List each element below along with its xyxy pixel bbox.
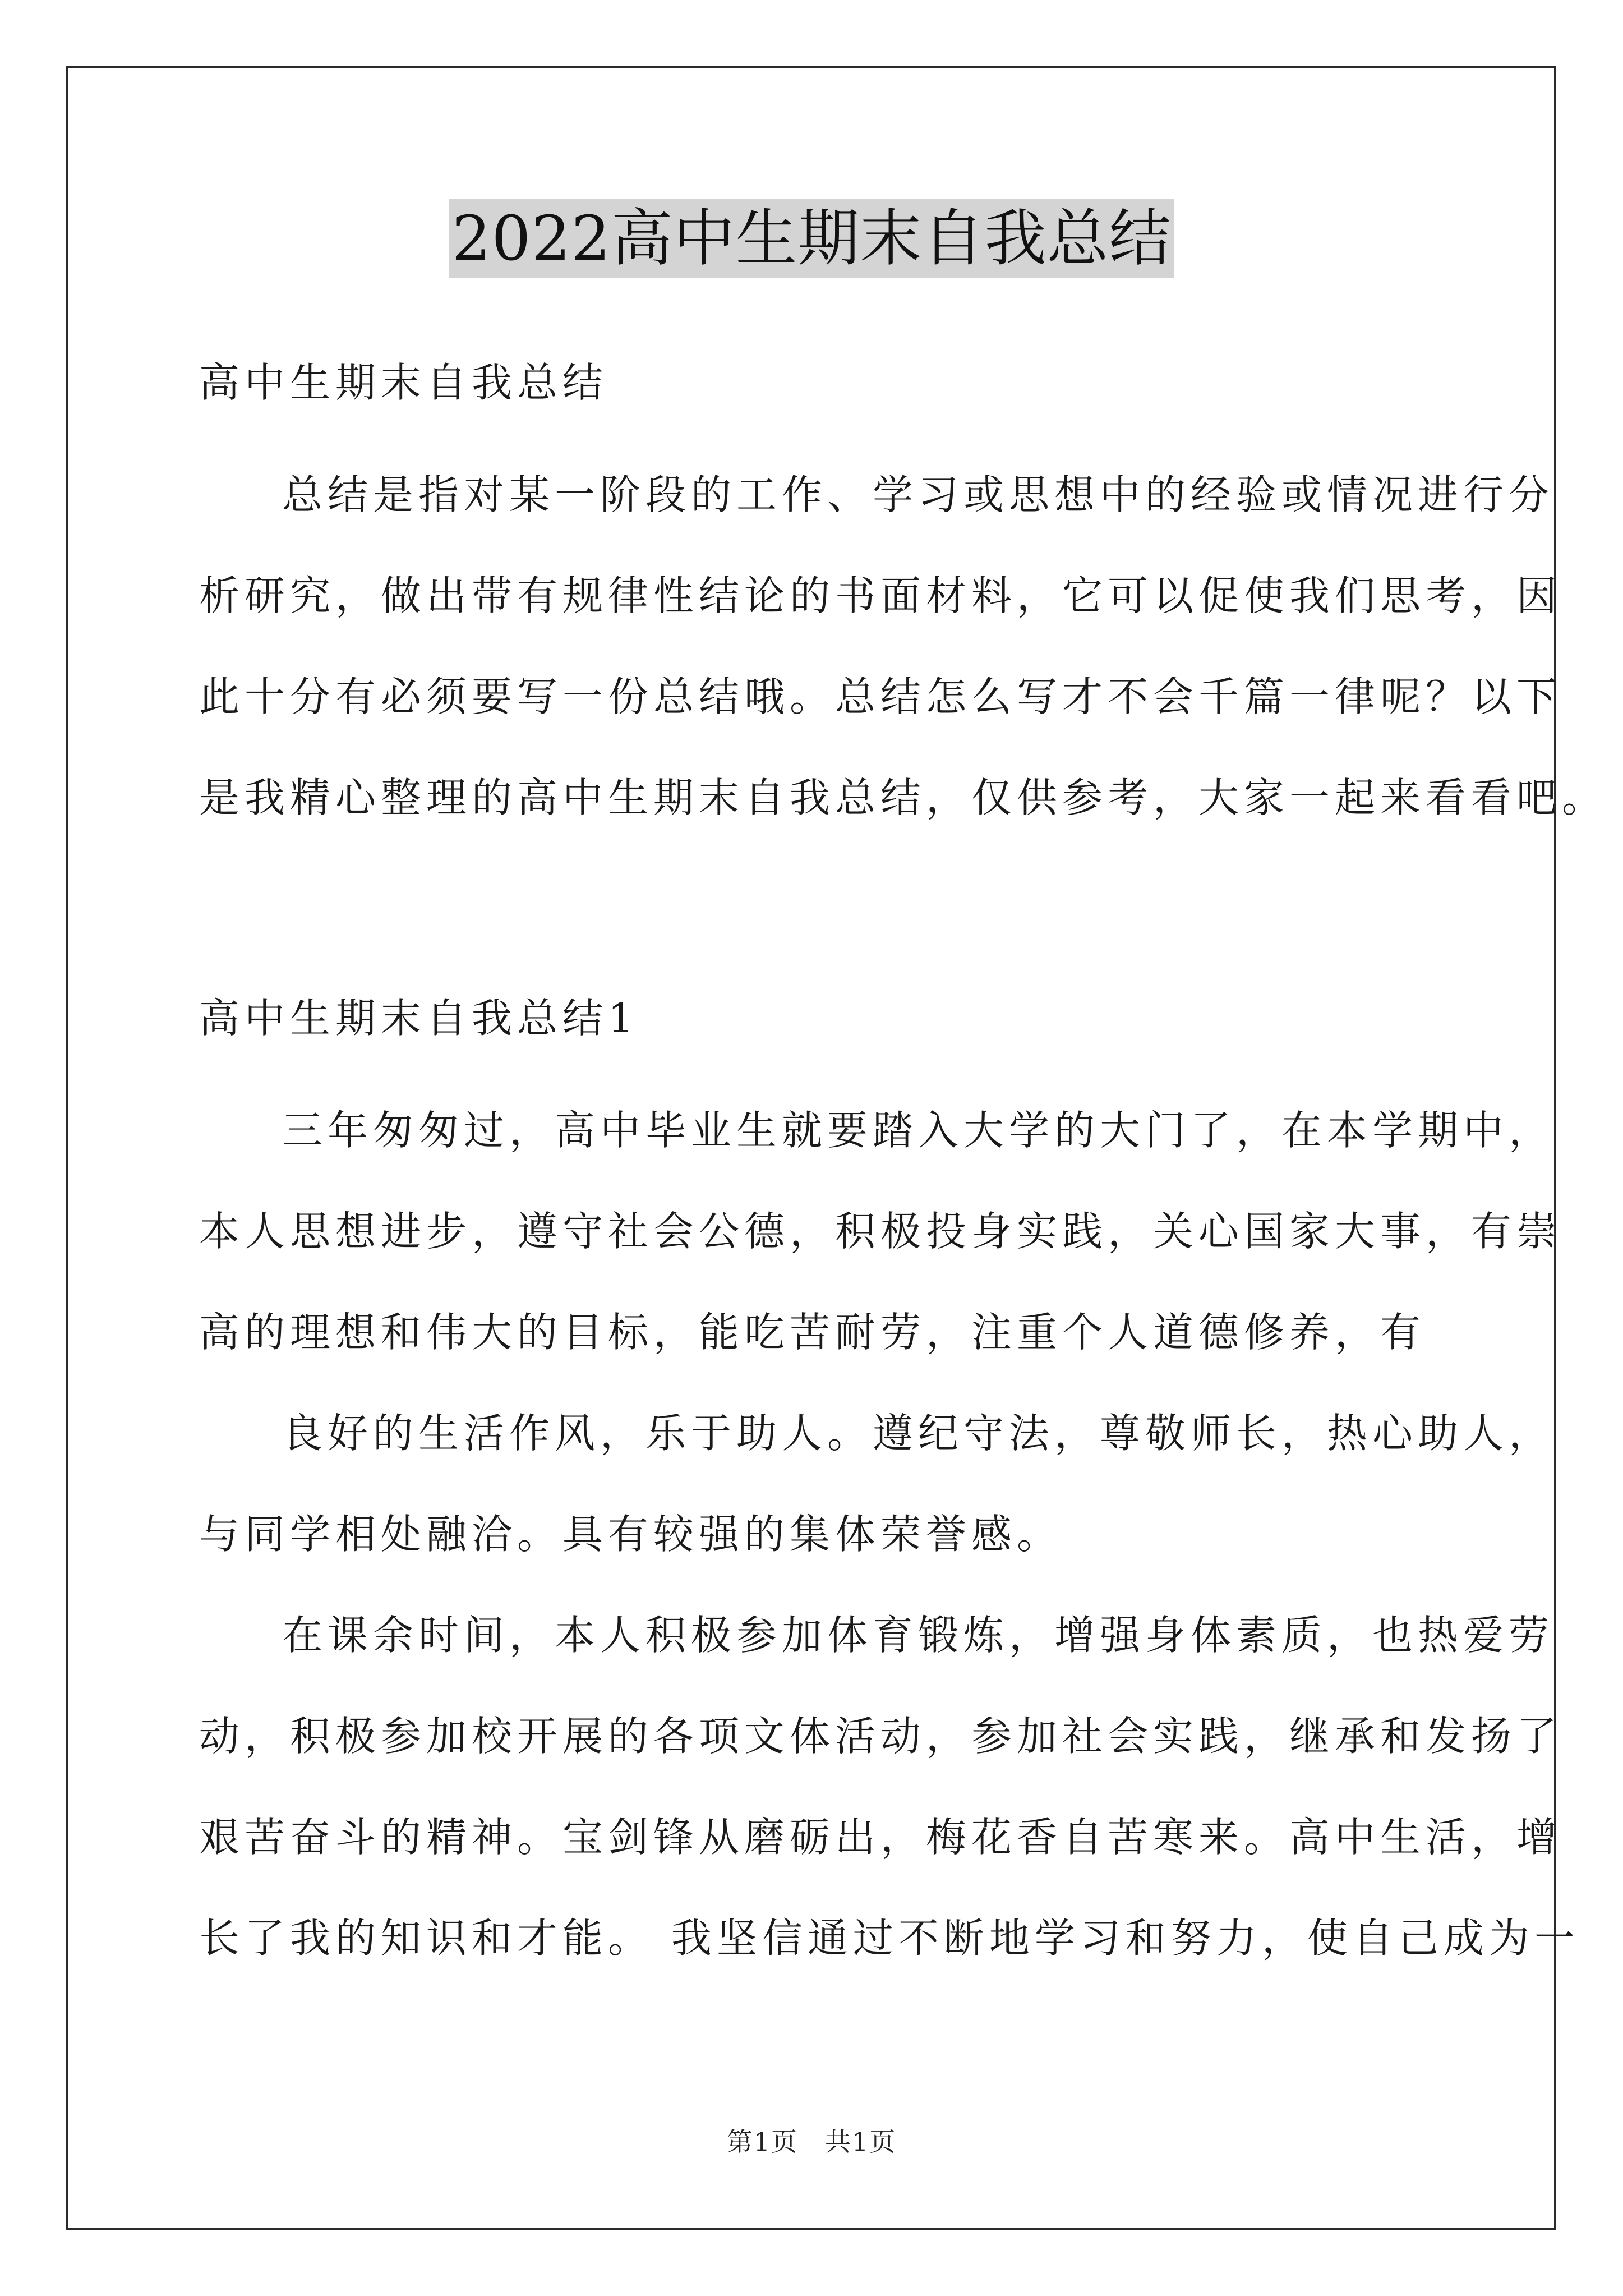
paragraph-2 (199, 1383, 1555, 1585)
document-title: 2022高中生期末自我总结 (449, 199, 1175, 278)
title-container (0, 199, 1623, 278)
intro-line: 是我精心整理的高中生期末自我总结，仅供参考，大家一起来看看吧。 (199, 774, 1608, 821)
intro-line: 此十分有必须要写一份总结哦。总结怎么写才不会千篇一律呢？以下 (199, 673, 1562, 720)
document-subtitle: 高中生期末自我总结 (199, 359, 608, 406)
paragraph-line: 艰苦奋斗的精神。宝剑锋从磨砺出，梅花香自苦寒来。高中生活，增 (199, 1814, 1562, 1861)
paragraph-1 (199, 1080, 1562, 1383)
paragraph-line: 长了我的知识和才能。 我坚信通过不断地学习和努力，使自己成为一 (199, 1915, 1580, 1962)
paragraph-line: 三年匆匆过，高中毕业生就要踏入大学的大门了，在本学期中， (282, 1107, 1555, 1154)
paragraph-3 (199, 1585, 1580, 1989)
paragraph-line: 动，积极参加校开展的各项文体活动，参加社会实践，继承和发扬了 (199, 1713, 1562, 1760)
paragraph-line: 本人思想进步，遵守社会公德，积极投身实践，关心国家大事，有崇 (199, 1208, 1562, 1255)
intro-line: 析研究，做出带有规律性结论的书面材料，它可以促使我们思考，因 (199, 572, 1562, 619)
intro-paragraph (199, 444, 1608, 848)
paragraph-line: 与同学相处融洽。具有较强的集体荣誉感。 (199, 1511, 1063, 1558)
intro-line: 总结是指对某一阶段的工作、学习或思想中的经验或情况进行分 (282, 471, 1555, 518)
paragraph-line: 高的理想和伟大的目标，能吃苦耐劳，注重个人道德修养，有 (199, 1309, 1426, 1356)
paragraph-line: 在课余时间，本人积极参加体育锻炼，增强身体素质，也热爱劳 (282, 1612, 1555, 1659)
section-heading: 高中生期末自我总结1 (199, 995, 639, 1042)
paragraph-line: 良好的生活作风，乐于助人。遵纪守法，尊敬师长，热心助人， (282, 1410, 1555, 1457)
page-footer: 第1页 共1页 (726, 2127, 897, 2157)
